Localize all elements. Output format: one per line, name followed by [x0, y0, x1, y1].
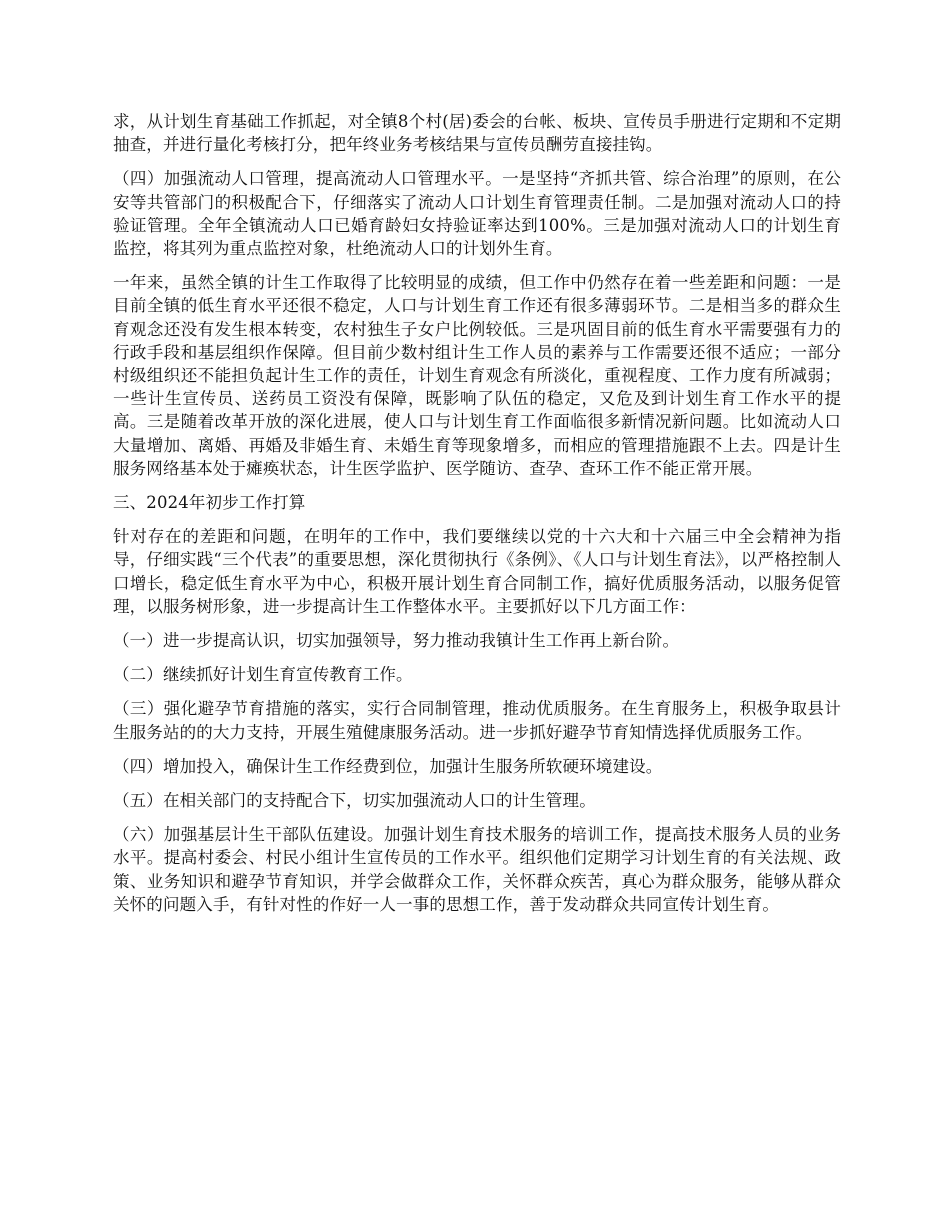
plan-item-5: （五）在相关部门的支持配合下，切实加强流动人口的计生管理。 — [113, 791, 596, 811]
plan-item-4: （四）增加投入，确保计生工作经费到位，加强计生服务所软硬环境建设。 — [113, 756, 663, 776]
plan-item-6: （六）加强基层计生干部队伍建设。加强计划生育技术服务的培训工作，提高技术服务人员的业务水平。提高村委会、村民小组计生宣传员的工作水平。组织他们定期学习计划生育的有关法规、政策、业务知识和避孕节育知识，并学会做群众工作，关怀群众疾苦，真心为群众服务，能够从群众关怀的问题入手，有针对性的作好一人一事的思想工作，善于发动群众共同宣传计划生育。 — [113, 825, 841, 914]
paragraph-plan-intro: 针对存在的差距和问题，在明年的工作中，我们要继续以党的十六大和十六届三中全会精神为指导，仔细实践“三个代表”的重要思想，深化贯彻执行《条例》、《人口与计划生育法》，以严格控制人口增长，稳定低生育水平为中心，积极开展计划生育合同制工作，搞好优质服务活动，以服务促管理，以服务树形象，进一步提高计生工作整体水平。主要抓好以下几方面工作： — [113, 527, 841, 616]
plan-item-1: （一）进一步提高认识，切实加强领导，努力推动我镇计生工作再上新台阶。 — [113, 631, 680, 651]
paragraph-problems: 一年来，虽然全镇的计生工作取得了比较明显的成绩，但工作中仍然存在着一些差距和问题：一是目前全镇的低生育水平还很不稳定，人口与计划生育工作还有很多薄弱环节。二是相当多的群众生育观念还没有发生根本转变，农村独生子女户比例较低。三是巩固目前的低生育水平需要强有力的行政手段和基层组织作保障。但目前少数村组计生工作人员的素养与工作需要还很不适应；一部分村级组织还不能担负起计生工作的责任，计划生育观念有所淡化，重视程度、工作力度有所减弱；一些计生宣传员、送药员工资没有保障，既影响了队伍的稳定，又危及到计划生育工作水平的提高。三是随着改革开放的深化进展，使人口与计划生育工作面临很多新情况新问题。比如流动人口大量增加、离婚、再婚及非婚生育、未婚生育等现象增多，而相应的管理措施跟不上去。四是计生服务网络基本处于瘫痪状态，计生医学监护、医学随访、查孕、查环工作不能正常开展。 — [113, 273, 841, 478]
plan-item-2: （二）继续抓好计划生育宣传教育工作。 — [113, 665, 413, 685]
document-body — [113, 110, 841, 927]
paragraph-floating-population: （四）加强流动人口管理，提高流动人口管理水平。一是坚持“齐抓共管、综合治理”的原则，在公安等共管部门的积极配合下，仔细落实了流动人口计划生育管理责任制。二是加强对流动人口的持验证管理。全年全镇流动人口已婚育龄妇女持验证率达到100%。三是加强对流动人口的计划生育监控，将其列为重点监控对象，杜绝流动人口的计划外生育。 — [113, 169, 841, 259]
paragraph-checks: 求，从计划生育基础工作抓起，对全镇8个村(居)委会的台帐、板块、宣传员手册进行定期和不定期抽查，并进行量化考核打分，把年终业务考核结果与宣传员酬劳直接挂钩。 — [113, 112, 841, 155]
plan-item-3: （三）强化避孕节育措施的落实，实行合同制管理，推动优质服务。在生育服务上，积极争取县计生服务站的的大力支持，开展生殖健康服务活动。进一步抓好避孕节育知情选择优质服务工作。 — [113, 699, 841, 742]
section-heading-2024-plan: 三、2024年初步工作打算 — [113, 493, 306, 513]
